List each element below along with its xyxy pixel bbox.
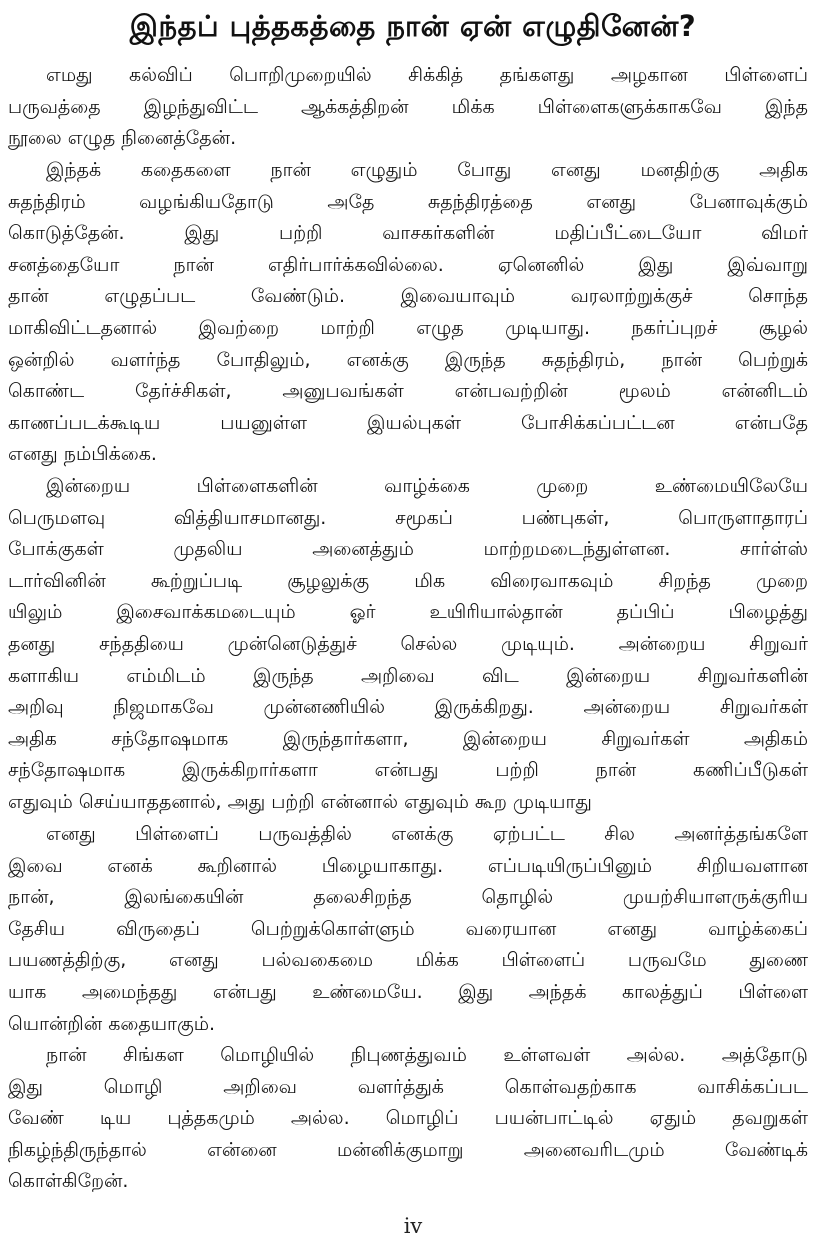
text-line: நூலை எழுத நினைத்தேன். — [8, 127, 237, 150]
text-line: இன்றைய பிள்ளைகளின் வாழ்க்கை முறை உண்மையிலேயே — [46, 475, 808, 497]
text-line: நிகழ்ந்திருந்தால் என்னை மன்னிக்குமாறு அனைவரிடமும் வேண்டிக் — [8, 1138, 808, 1161]
text-line: கொள்கிறேன். — [8, 1170, 129, 1193]
paragraph-1 — [8, 60, 808, 155]
text-line: பெருமளவு வித்தியாசமானது. சமூகப் பண்புகள், பொருளாதாரப் — [8, 506, 808, 529]
text-line: ஒன்றில் வளர்ந்த போதிலும், எனக்கு இருந்த சுதந்திரம், நான் பெற்றுக் — [8, 348, 808, 371]
page-title: இந்தப் புத்தகத்தை நான் ஏன் எழுதினேன்? — [129, 9, 697, 43]
text-line: கொடுத்தேன். இது பற்றி வாசகர்களின் மதிப்பீட்டையோ விமர் — [8, 222, 808, 245]
text-line: வேண் டிய புத்தகமும் அல்ல. மொழிப் பயன்பாட்டில் ஏதும் தவறுகள் — [8, 1107, 808, 1130]
text-line: காணப்படக்கூடிய பயனுள்ள இயல்புகள் போசிக்கப்பட்டன என்பதே — [8, 411, 808, 434]
text-line: டார்வினின் கூற்றுப்படி சூழலுக்கு மிக விரைவாகவும் சிறந்த முறை — [8, 569, 808, 592]
paragraph-2 — [8, 155, 808, 471]
text-line: அறிவு நிஜமாகவே முன்னணியில் இருக்கிறது. அன்றைய சிறுவர்கள் — [8, 696, 808, 719]
text-line: நான், இலங்கையின் தலைசிறந்த தொழில் முயற்சியாளருக்குரிய — [8, 886, 808, 909]
text-line: எனது பிள்ளைப் பருவத்தில் எனக்கு ஏற்பட்ட சில அனர்த்தங்களே — [46, 823, 808, 845]
text-line: யிலும் இசைவாக்கமடையும் ஓர் உயிரியால்தான் தப்பிப் பிழைத்து — [8, 601, 808, 624]
text-line: பயணத்திற்கு, எனது பல்வகைமை மிக்க பிள்ளைப் பருவமே துணை — [8, 949, 808, 972]
paragraph-4 — [8, 819, 808, 1040]
text-line: களாகிய எம்மிடம் இருந்த அறிவை விட இன்றைய சிறுவர்களின் — [8, 664, 808, 687]
text-line: இந்தக் கதைகளை நான் எழுதும் போது எனது மனதிற்கு அதிக — [46, 159, 808, 181]
text-line: எமது கல்விப் பொறிமுறையில் சிக்கித் தங்களது அழகான பிள்ளைப் — [46, 64, 808, 86]
text-line: கொண்ட தேர்ச்சிகள், அனுபவங்கள் என்பவற்றின் மூலம் என்னிடம் — [8, 380, 808, 403]
page-number: iv — [403, 1214, 423, 1238]
text-line: யாக அமைந்தது என்பது உண்மையே. இது அந்தக் காலத்துப் பிள்ளை — [8, 980, 808, 1003]
text-line: சந்தோஷமாக இருக்கிறார்களா என்பது பற்றி நான் கணிப்பீடுகள் — [8, 759, 808, 782]
text-line: இவை எனக் கூறினால் பிழையாகாது. எப்படியிருப்பினும் சிறியவளான — [8, 854, 808, 877]
text-line: தான் எழுதப்பட வேண்டும். இவையாவும் வரலாற்றுக்குச் சொந்த — [8, 285, 808, 308]
text-line: நான் சிங்கள மொழியில் நிபுணத்துவம் உள்ளவள் அல்ல. அத்தோடு — [46, 1044, 808, 1066]
text-line: பருவத்தை இழந்துவிட்ட ஆக்கத்திறன் மிக்க பிள்ளைகளுக்காகவே இந்த — [8, 95, 808, 118]
text-line: சுதந்திரம் வழங்கியதோடு அதே சுதந்திரத்தை எனது பேனாவுக்கும் — [8, 190, 808, 213]
text-line: எனது நம்பிக்கை. — [8, 443, 157, 466]
text-line: அதிக சந்தோஷமாக இருந்தார்களா, இன்றைய சிறுவர்கள் அதிகம் — [8, 727, 808, 750]
paragraph-5 — [8, 1040, 808, 1198]
text-line: தனது சந்ததியை முன்னெடுத்துச் செல்ல முடியும். அன்றைய சிறுவர் — [8, 632, 808, 655]
paragraph-3 — [8, 471, 808, 819]
text-line: இது மொழி அறிவை வளர்த்துக் கொள்வதற்காக வாசிக்கப்பட — [8, 1075, 808, 1098]
text-line: சனத்தையோ நான் எதிர்பார்க்கவில்லை. ஏனெனில் இது இவ்வாறு — [8, 253, 808, 276]
text-line: எதுவும் செய்யாததனால், அது பற்றி என்னால் எதுவும் கூற முடியாது — [8, 790, 592, 813]
text-line: போக்குகள் முதலிய அனைத்தும் மாற்றமடைந்துள்ளன. சார்ள்ஸ் — [8, 538, 808, 561]
text-line: தேசிய விருதைப் பெற்றுக்கொள்ளும் வரையான எனது வாழ்க்கைப் — [8, 917, 808, 940]
text-line: மாகிவிட்டதனால் இவற்றை மாற்றி எழுத முடியாது. நகர்ப்புறச் சூழல் — [8, 316, 808, 339]
text-line: யொன்றின் கதையாகும். — [8, 1012, 216, 1035]
